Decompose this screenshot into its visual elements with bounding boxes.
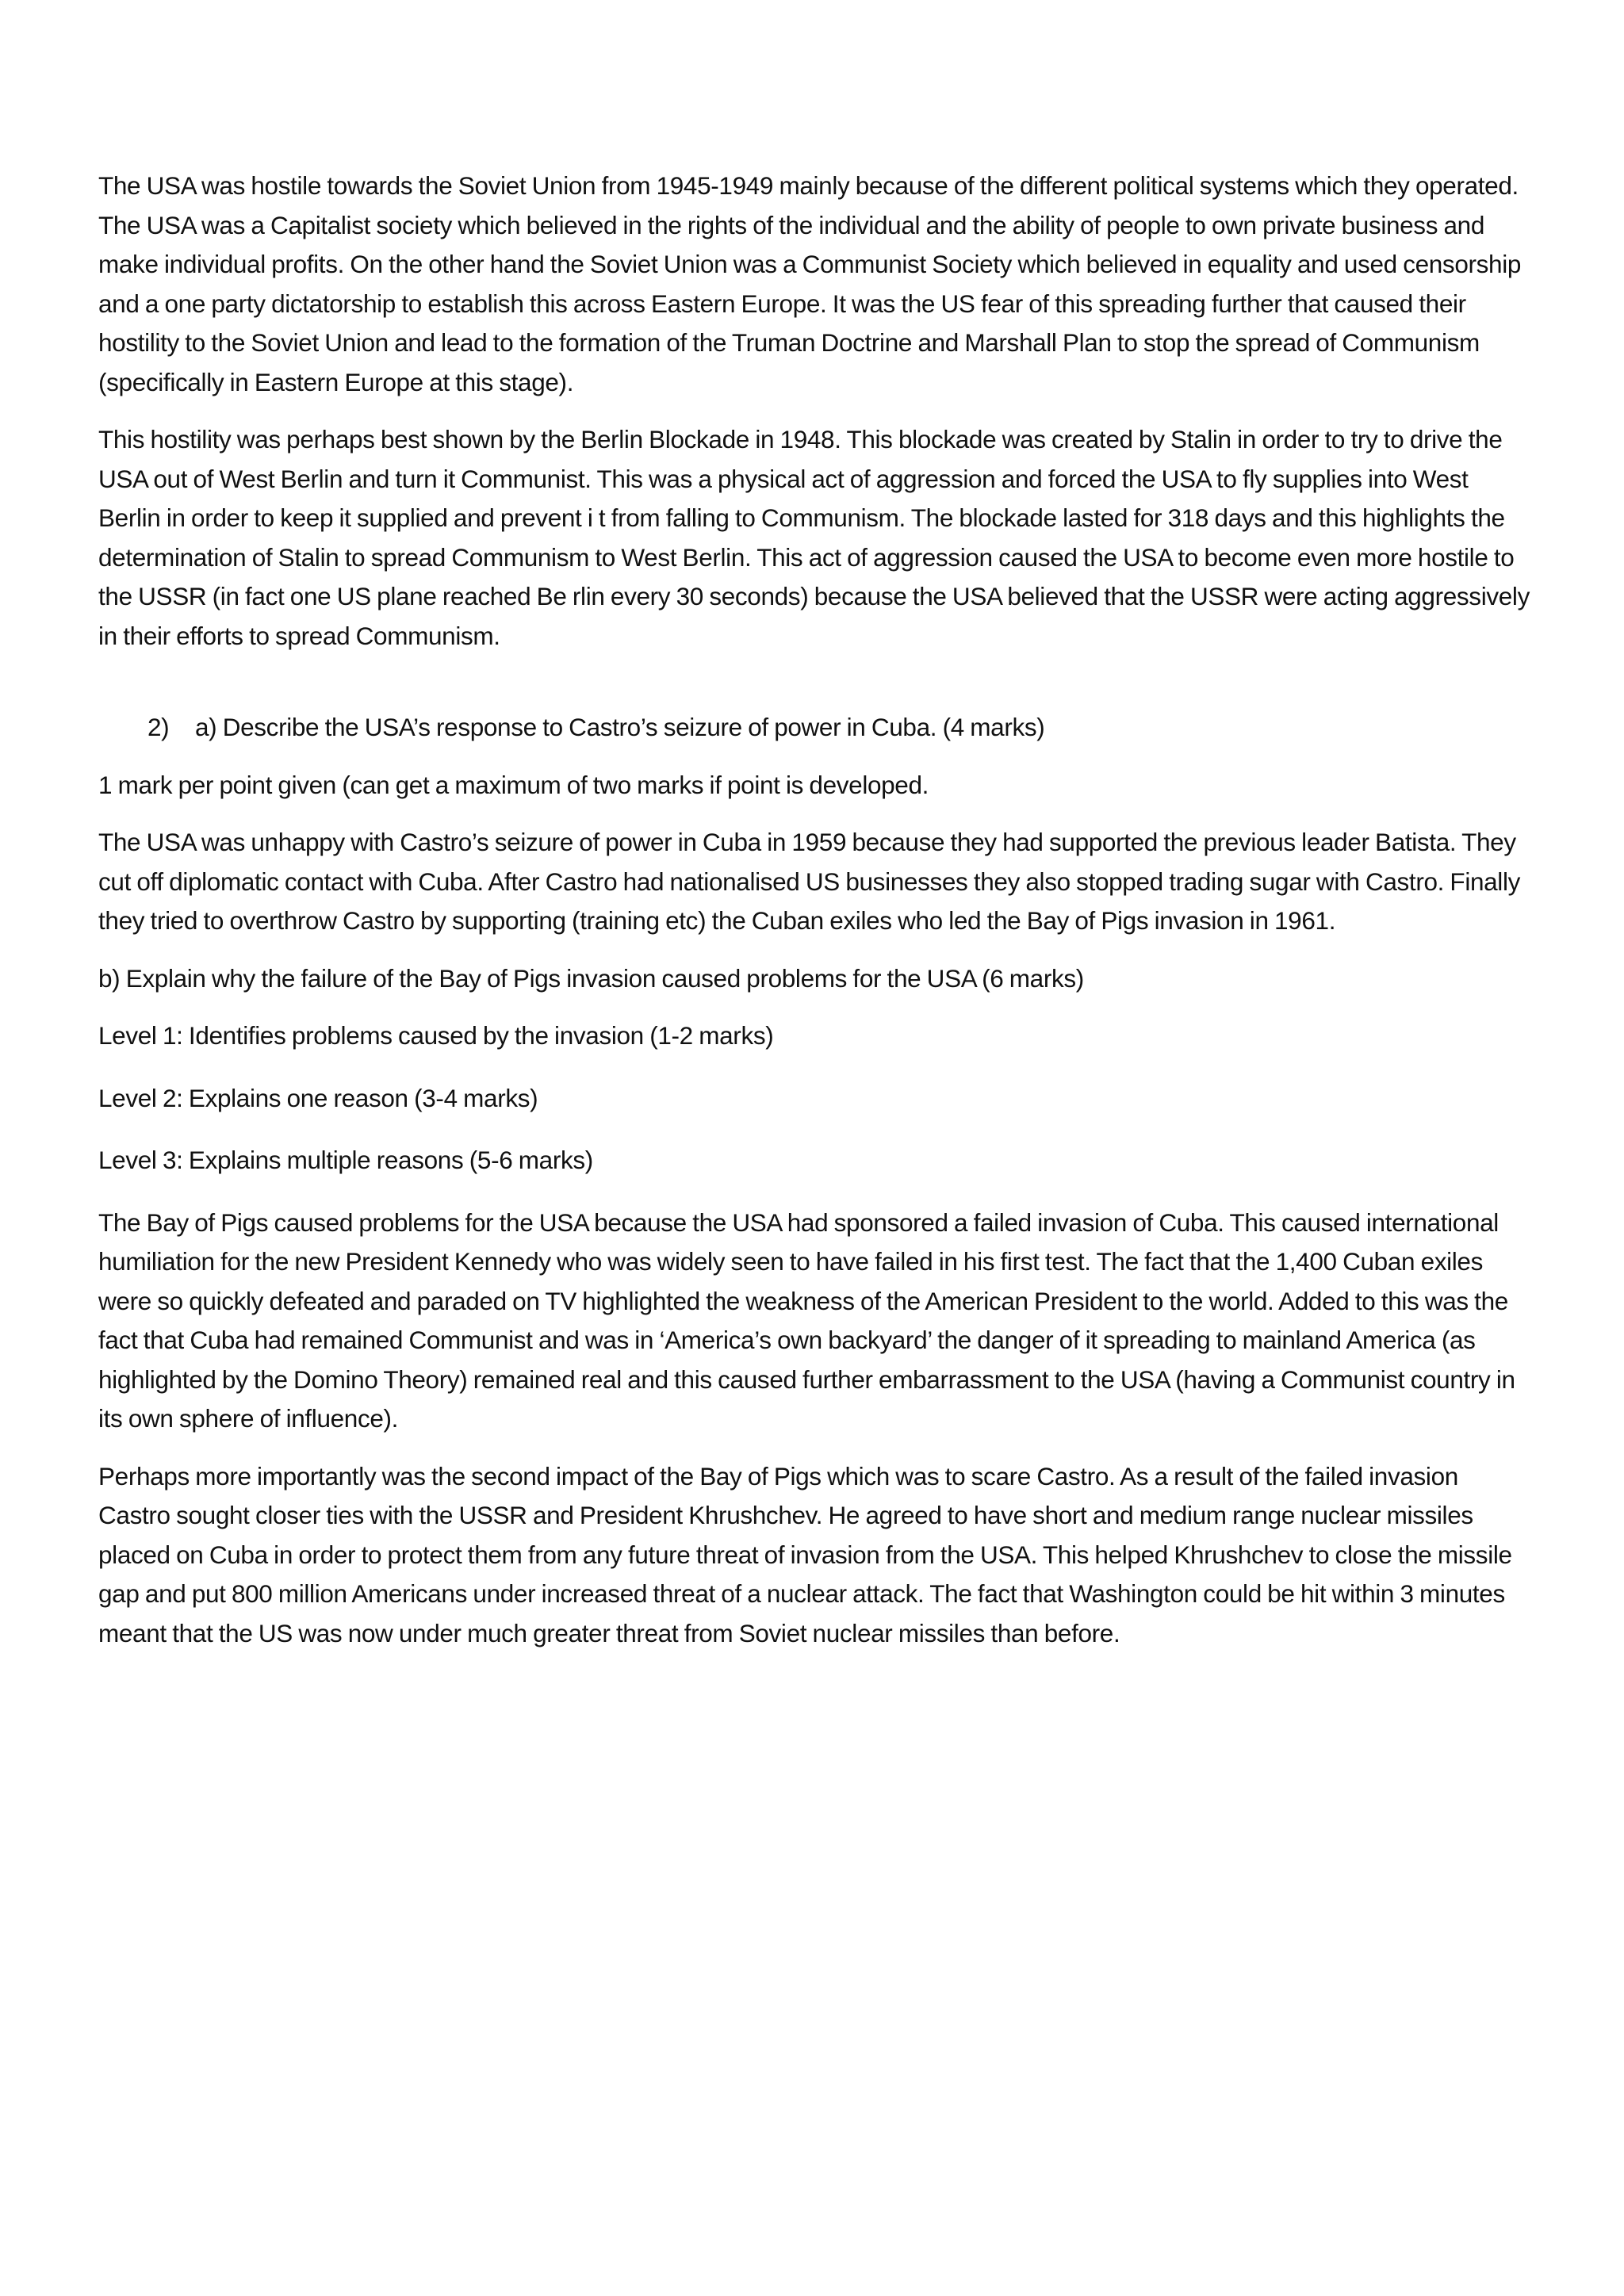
question-2a-heading [98,708,1535,748]
answer-2b-paragraph-1: The Bay of Pigs caused problems for the USA because the USA had sponsored a failed invasion of Cuba. This caused international humiliation for the new President Kennedy who was widely seen to have failed in his first test. The fact that the 1,400 Cuban exiles were so quickly defeated and paraded on TV highlighted the weakness of the American President to the world. Added to this was the fact that Cuba had remained Communist and was in ‘America’s own backyard’ the danger of it spreading to mainland America (as highlighted by the Domino Theory) remained real and this caused further embarrassment to the USA (having a Communist country in its own sphere of influence). [98,1207,1515,1433]
level-3-criteria: Level 3: Explains multiple reasons (5-6 marks) [98,1146,593,1174]
answer-2b-paragraph-2: Perhaps more importantly was the second impact of the Bay of Pigs which was to scare Castro. As a result of the failed invasion Castro sought closer ties with the USSR and President Khrushchev. He agreed to have short and medium range nuclear missiles placed on Cuba in order to protect them from any future threat of invasion from the USA. This helped Khrushchev to close the missile gap and put 800 million Americans under increased threat of a nuclear attack. The fact that Washington could be hit within 3 minutes meant that the US was now under much greater threat from Soviet nuclear missiles than before. [98,1461,1512,1647]
mark-scheme-2a: 1 mark per point given (can get a maximum of two marks if point is developed. [98,770,929,799]
question-number: 2) [147,713,170,741]
paragraph-political-systems: The USA was hostile towards the Soviet Union from 1945-1949 mainly because of the different political systems which they operated. The USA was a Capitalist society which believed in the rights of the individual and the ability of people to own private business and make individual profits. On the other hand the Soviet Union was a Communist Society which believed in equality and used censorship and a one party dictatorship to establish this across Eastern Europe. It was the US fear of this spreading further that caused their hostility to the Soviet Union and lead to the formation of the Truman Doctrine and Marshall Plan to stop the spread of Communism (specifically in Eastern Europe at this stage). [98,171,1522,396]
level-2-criteria: Level 2: Explains one reason (3-4 marks) [98,1083,538,1112]
question-2b-text: b) Explain why the failure of the Bay of Pigs invasion caused problems for the USA (6 marks) [98,963,1084,993]
answer-2a: The USA was unhappy with Castro’s seizure of power in Cuba in 1959 because they had supported the previous leader Batista. They cut off diplomatic contact with Cuba. After Castro had nationalised US businesses they also stopped trading sugar with Castro. Finally they tried to overthrow Castro by supporting (training etc) the Cuban exiles who led the Bay of Pigs invasion in 1961. [98,828,1521,935]
level-1-criteria: Level 1: Identifies problems caused by the invasion (1-2 marks) [98,1021,774,1050]
document-page [98,166,1535,1671]
paragraph-berlin-blockade: This hostility was perhaps best shown by the Berlin Blockade in 1948. This blockade was created by Stalin in order to try to drive the USA out of West Berlin and turn it Communist. This was a physical act of aggression and forced the USA to fly supplies into West Berlin in order to keep it supplied and prevent i t from falling to Communism. The blockade lasted for 318 days and this highlights the determination of Stalin to spread Communism to West Berlin. This act of aggression caused the USA to become even more hostile to the USSR (in fact one US plane reached Be rlin every 30 seconds) because the USA believed that the USSR were acting aggressively in their efforts to spread Communism. [98,425,1530,650]
question-2a-text: a) Describe the USA’s response to Castro’s seizure of power in Cuba. (4 marks) [195,713,1045,741]
